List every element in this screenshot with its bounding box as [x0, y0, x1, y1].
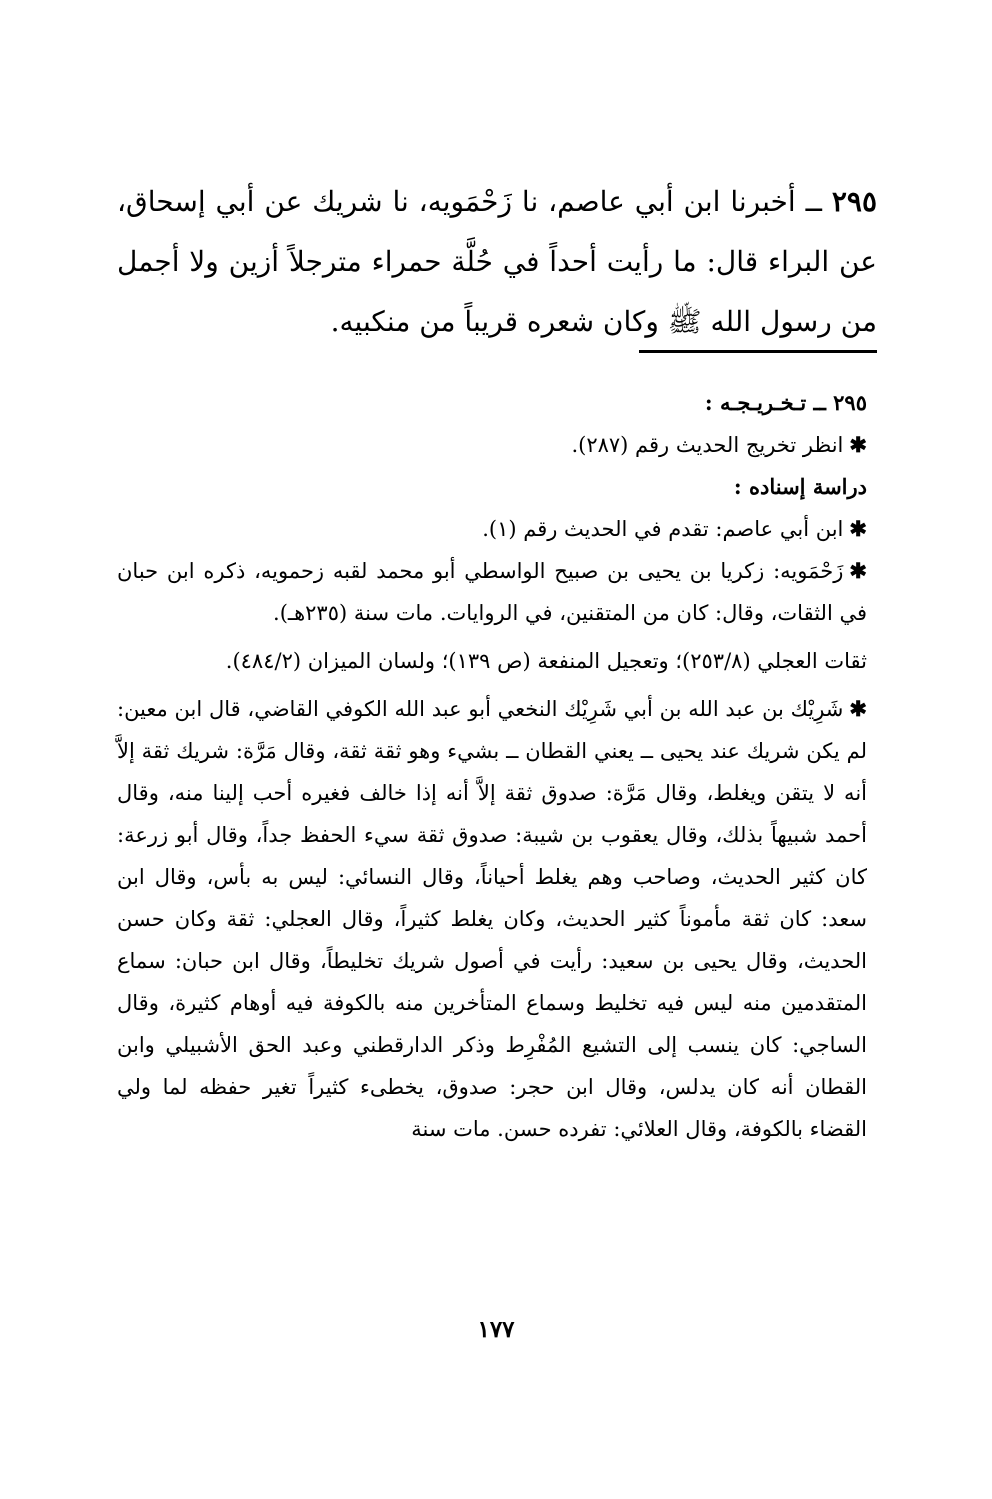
- bullet-star-icon: ✱: [849, 432, 867, 457]
- footnotes: [117, 382, 867, 1150]
- page-number: ١٧٧: [477, 1316, 515, 1343]
- dirasa-heading: دراسة إسناده :: [733, 474, 867, 499]
- hadith-number: ٢٩٥: [831, 185, 877, 218]
- footnote-separator: [639, 350, 877, 353]
- hadith-body: أخبرنا ابن أبي عاصم، نا زَحْمَويه، نا شريك عن أبي إسحاق، عن البراء قال: ما رأيت أحداً في حُلَّة حمراء مترجلاً أزين ولا أجمل من رسول الله ﷺ وكان شعره قريباً من منكبيه.: [117, 185, 877, 338]
- bullet-star-icon: ✱: [849, 696, 867, 721]
- narrator-ibn-abi-asim: ✱ابن أبي عاصم: تقدم في الحديث رقم (١).: [482, 516, 867, 541]
- narrator-sharik: ✱شَرِيْك بن عبد الله بن أبي شَرِيْك النخعي أبو عبد الله الكوفي القاضي، قال ابن معين: لم يكن شريك عند يحيى ــ يعني القطان ــ بشيء وهو ثقة ثقة، وقال مَرَّة: شريك ثقة إلاَّ أنه لا يتقن ويغلط، وقال مَرَّة: صدوق ثقة إلاَّ أنه إذا خالف فغيره أحب إلينا منه، وقال أحمد شبيهاً بذلك، وقال يعقوب بن شيبة: صدوق ثقة سيء الحفظ جداً، وقال أبو زرعة: كان كثير الحديث، وصاحب وهم يغلط أحياناً، وقال النسائي: ليس به بأس، وقال ابن سعد: كان ثقة مأموناً كثير الحديث، وكان يغلط كثيراً، وقال العجلي: ثقة وكان حسن الحديث، وقال يحيى بن سعيد: رأيت في أصول شريك تخليطاً، وقال ابن حبان: سماع المتقدمين منه ليس فيه تخليط وسماع المتأخرين منه بالكوفة فيه أوهام كثيرة، وقال الساجي: كان ينسب إلى التشيع المُفْرِط وذكر الدارقطني وعبد الحق الأشبيلي وابن القطان أنه كان يدلس، وقال ابن حجر: صدوق، يخطىء كثيراً تغير حفظه لما ولي القضاء بالكوفة، وقال العلائي: تفرده حسن. مات سنة: [117, 696, 867, 1141]
- bullet-star-icon: ✱: [849, 558, 867, 583]
- hadith-text: [117, 172, 877, 352]
- hadith-dash: ــ: [805, 185, 822, 218]
- takhrij-heading: ٢٩٥ ــ تـخـريـجـه :: [704, 390, 867, 415]
- narrator-zahmawayh: ✱زَحْمَويه: زكريا بن يحيى بن صبيح الواسطي أبو محمد لقبه زحمويه، ذكره ابن حبان في الثقات، وقال: كان من المتقنين، في الروايات. مات سنة (٢٣٥هـ).: [117, 558, 867, 625]
- takhrij-line: ✱انظر تخريج الحديث رقم (٢٨٧).: [571, 432, 867, 457]
- narrator-sources: ثقات العجلي (٢٥٣/٨)؛ وتعجيل المنفعة (ص ١٣٩)؛ ولسان الميزان (٤٨٤/٢).: [225, 649, 867, 673]
- bullet-star-icon: ✱: [849, 516, 867, 541]
